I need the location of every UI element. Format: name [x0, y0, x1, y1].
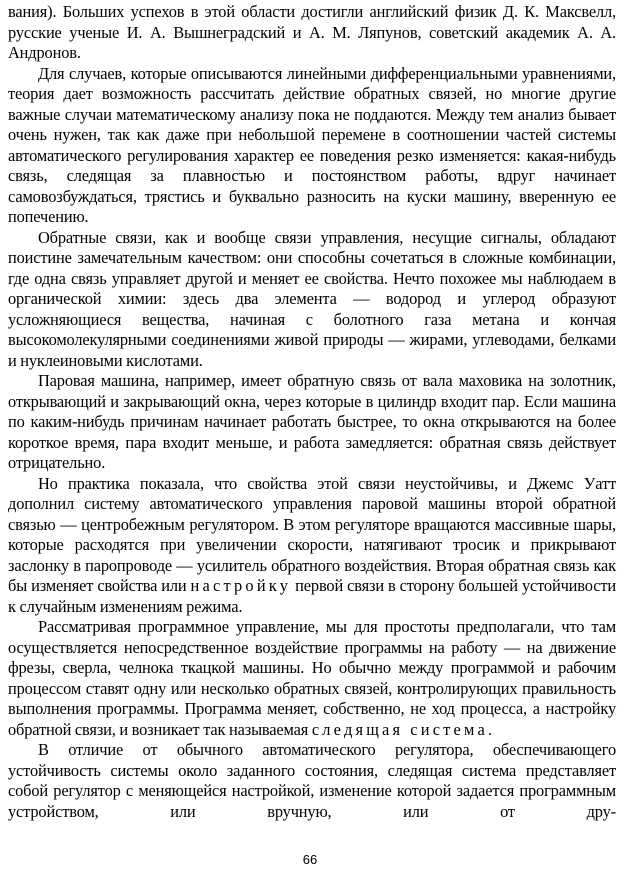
paragraph-text-before: Рассматривая программное управление, мы для простоты предполагали, что там осуществляется непосредственное воздействие программы на работу — на движение фрезы, сверла, челнока ткацкой машины. Но обычно между программой и рабочим процессом ставят одну или несколько обратных связей, контролирующих правильность выполнения программы. Программа меняет, собственно, не ход процесса, а настройку обратной связи, и возникает так называемая	[8, 617, 616, 739]
paragraph-steam-engine: Паровая машина, например, имеет обратную связь от вала маховика на золотник, открывающий и закрывающий окна, через которые в цилиндр входит пар. Если машина по каким-нибудь причинам начинает работать быстрее, то окна открываются на более короткое время, пара входит меньше, и работа замедляется: обратная связь действует отрицательно.	[8, 371, 616, 472]
emphasis-tracking-system: следящая система	[311, 719, 488, 739]
paragraph-text-after: .	[487, 719, 492, 739]
emphasis-setting: настройку	[190, 576, 292, 595]
paragraph-tracking-regulator: В отличие от обычного автоматического регулятора, обеспечивающего устойчивость системы около заданного состояния, следящая система представляет собой регулятор с меняющейся настройкой, изменение которой задается программным устройством, или вручную, или от дру-	[8, 740, 616, 821]
paragraph-text-before: Но практика показала, что свойства этой связи неустойчивы, и Джемс Уатт дополнил систему автоматического управления паровой машины второй обратной связью — центробежным регулятором. В этом регуляторе вращаются массивные шары, которые расходятся при увеличении скорости, натягивают тросик и прикрывают заслонку в паропроводе — усилитель обратного воздействия. Вторая обратная связь как бы изменяет свойства или	[8, 473, 616, 595]
paragraph-watt-regulator	[8, 474, 616, 618]
page-number: 66	[302, 852, 318, 867]
paragraph-feedback-combinations: Обратные связи, как и вообще связи управления, несущие сигналы, обладают поистине замечательным качеством: они способны сочетаться в сложные комбинации, где одна связь управляет другой и меняет ее свойства. Нечто похожее мы наблюдаем в органической химии: здесь два элемента — водород и углерод образуют усложняющиеся вещества, начиная с болотного газа метана и кончая высокомолекулярными соединениями живой природы — жирами, углеводами, белками и нуклеиновыми кислотами.	[8, 227, 616, 370]
paragraph-text-after: первой связи в сторону большей устойчивости к случайным изменениям режима.	[8, 576, 616, 616]
book-page	[8, 2, 616, 822]
paragraph-linear-equations: Для случаев, которые описываются линейными дифференциальными уравнениями, теория дает возможность рассчитать действие обратных связей, но многие другие важные случаи математическому анализу пока не поддаются. Между тем анализ бывает очень нужен, так как даже при небольшой перемене в соотношении частей системы автоматического регулирования характер ее поведения резко изменяется: какая-нибудь связь, следящая за плавностью и постоянством работы, вдруг начинает самовозбуждаться, трястись и буквально разносить на куски машину, вверенную ее попечению.	[8, 63, 616, 226]
paragraph-program-control	[8, 617, 616, 740]
paragraph-continuation: вания). Больших успехов в этой области достигли английский физик Д. К. Максвелл, русские ученые И. А. Вышнеградский и А. М. Ляпунов, советский академик А. А. Андронов.	[8, 2, 616, 62]
